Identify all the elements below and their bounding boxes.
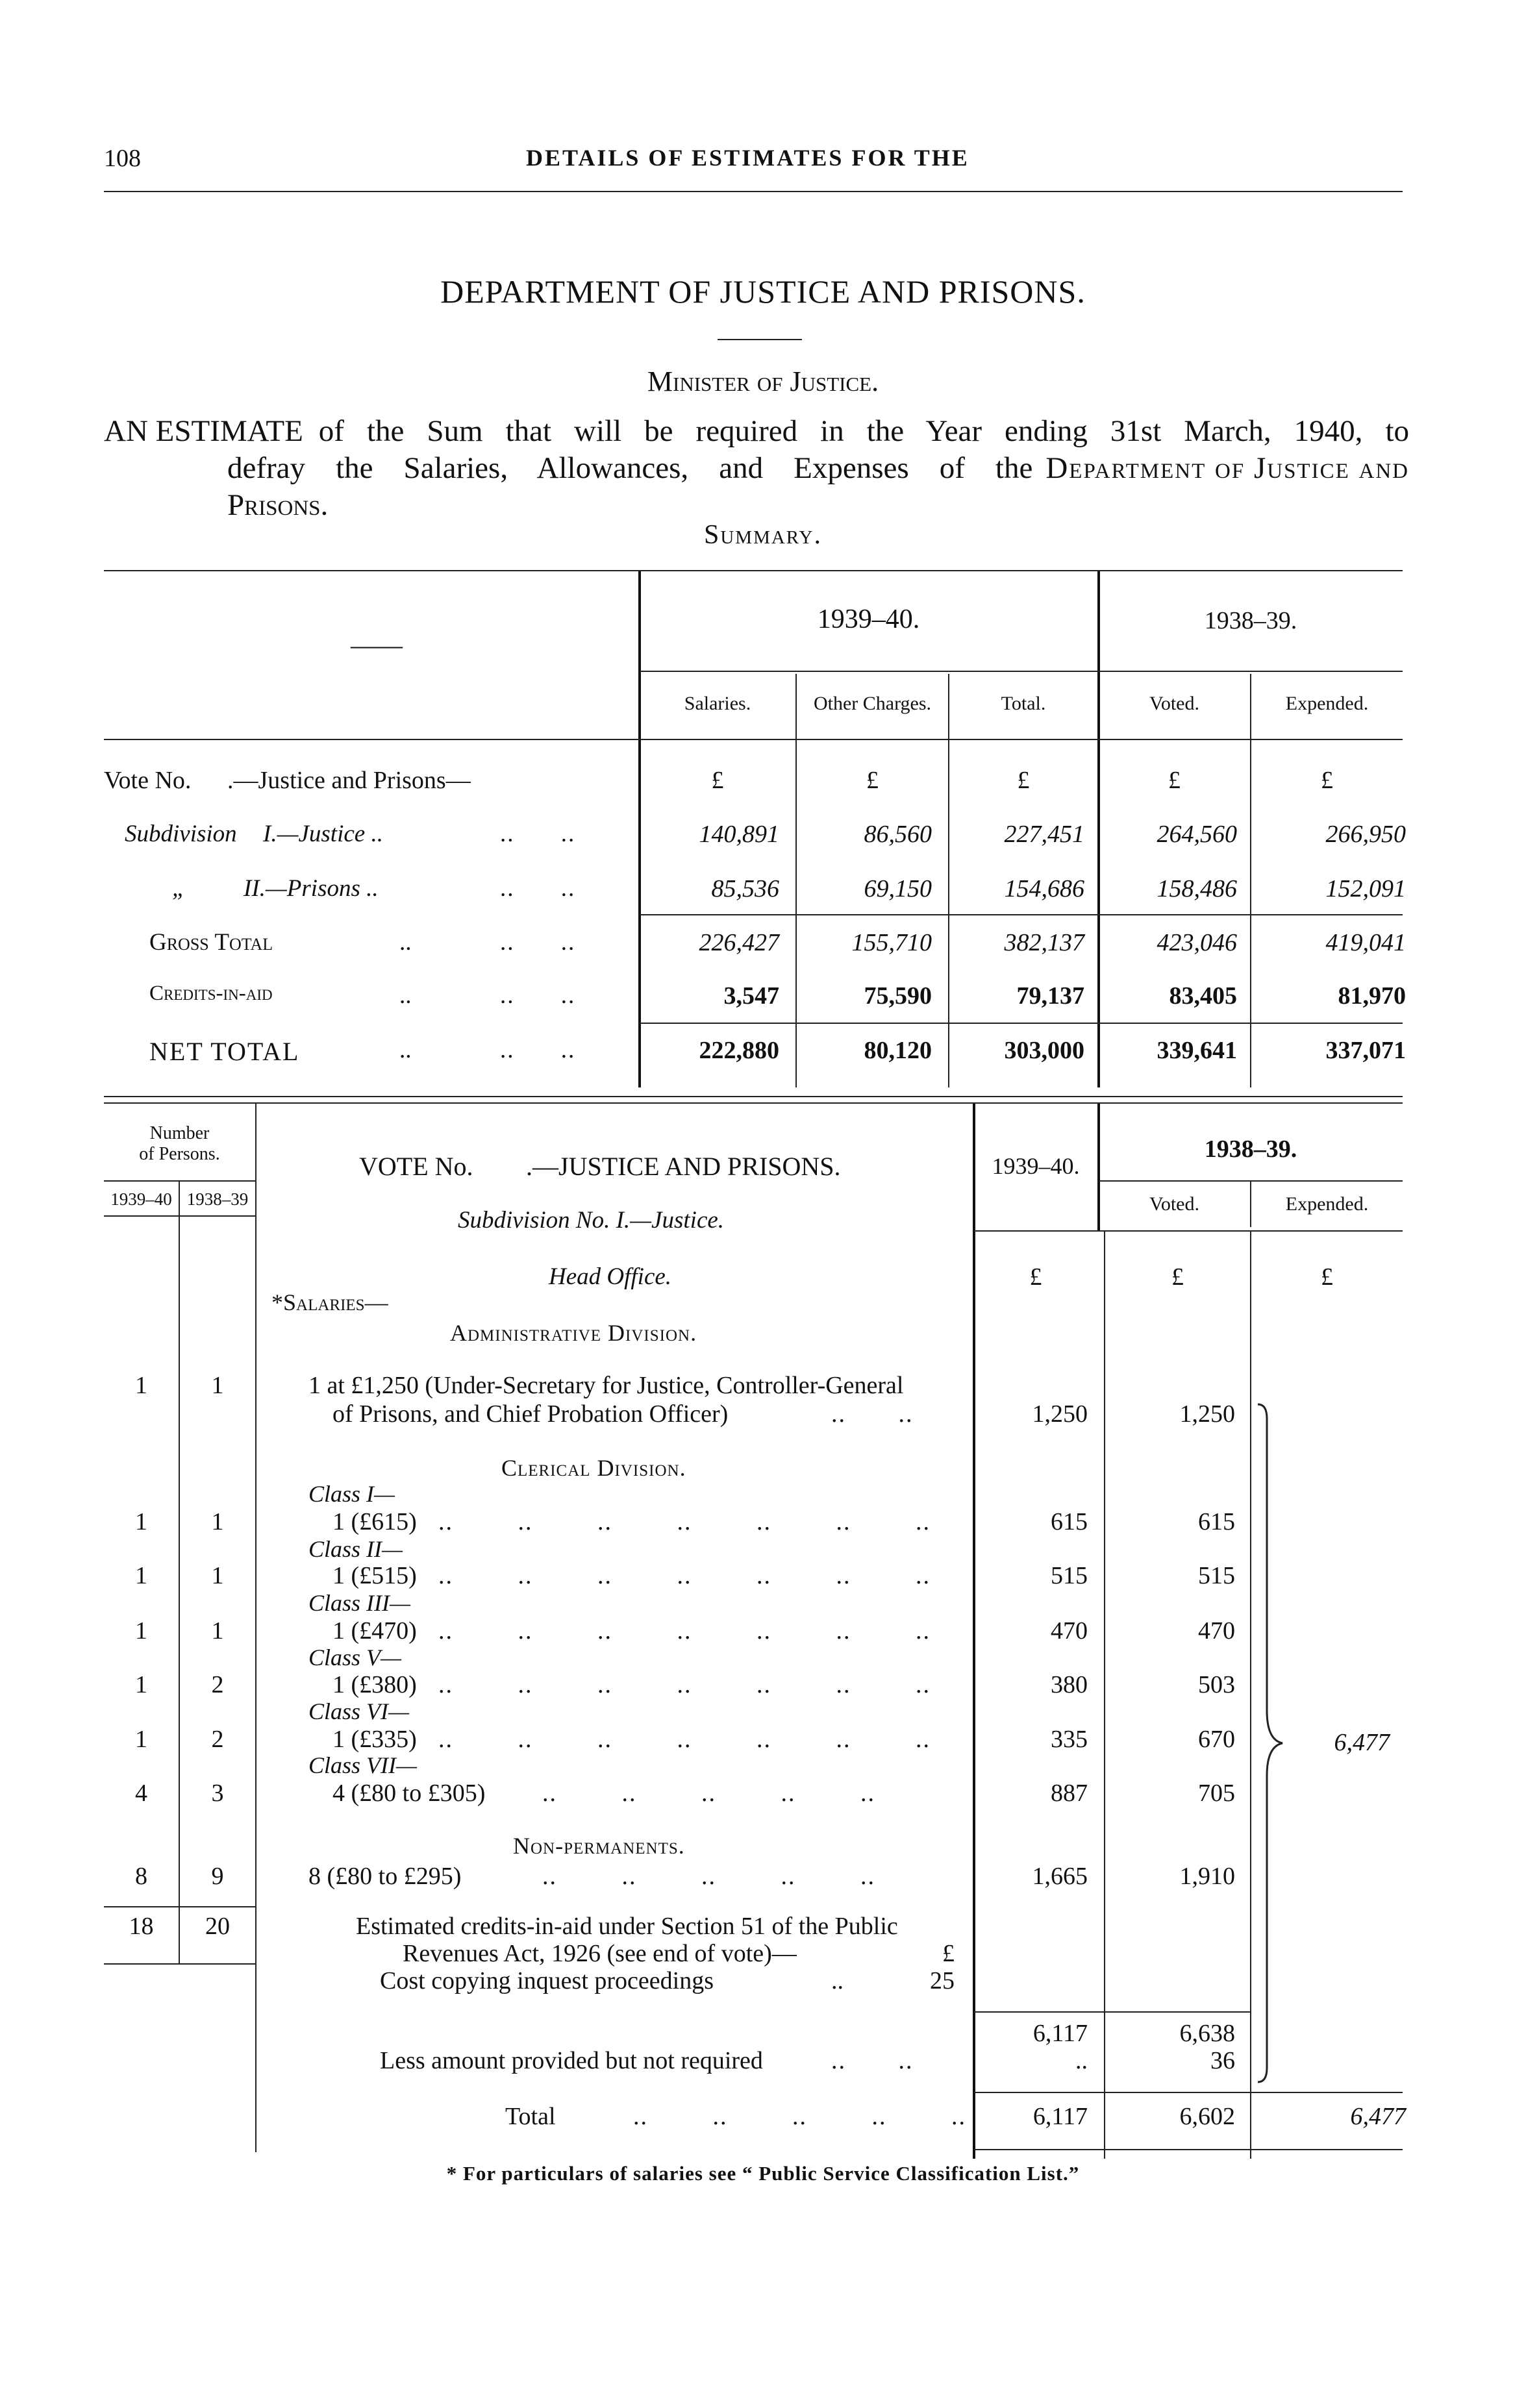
summary-col-other: Other Charges.	[813, 693, 932, 714]
class-voted: 705	[1198, 1780, 1235, 1807]
summary-value: 303,000	[1004, 1037, 1084, 1064]
number-of-persons-heading	[104, 1123, 255, 1165]
persons-1938: 1	[211, 1508, 224, 1535]
brace-path	[1258, 1404, 1282, 2082]
non-perm-voted: 1,910	[1179, 1863, 1235, 1890]
class-label: Class III—	[308, 1590, 411, 1616]
estimate-line2a: defray the Salaries, Allowances, and Expenses of the	[227, 451, 1033, 485]
minister-title: Minister of Justice.	[647, 366, 879, 397]
persons-1938: 1	[211, 1372, 224, 1399]
class-label: Class V—	[308, 1645, 402, 1670]
leader-dots: .. ..	[500, 821, 576, 847]
bracket-expended: 6,477	[1334, 1729, 1390, 1756]
summary-vote-title: .—Justice and Prisons—	[227, 767, 471, 794]
class-item: 1 (£380)	[332, 1671, 417, 1698]
credits-line2: Revenues Act, 1926 (see end of vote)—	[403, 1940, 797, 1967]
leader-dots: .. .. .. .. ..	[542, 1780, 875, 1807]
summary-currency: £	[1017, 767, 1030, 794]
leader-dots: .. .. .. .. .. .. ..	[438, 1726, 931, 1753]
summary-row-label: Gross Total	[149, 929, 273, 956]
admin-current: 1,250	[1032, 1400, 1088, 1428]
estimate-lead: AN ESTIMATE	[104, 414, 303, 448]
persons-1938: 1	[211, 1562, 224, 1589]
col-current-year: 1939–40.	[992, 1153, 1080, 1179]
admin-desc-line1: 1 at £1,250 (Under-Secretary for Justice, Controller-General	[308, 1372, 904, 1399]
summary-row-label: Credits-in-aid	[149, 982, 273, 1005]
persons-1939: 1	[135, 1372, 147, 1399]
col-voted: Voted.	[1149, 1193, 1199, 1215]
summary-col-voted: Voted.	[1149, 693, 1199, 714]
summary-stub-dash: ——	[351, 630, 403, 660]
summary-value: 154,686	[1004, 875, 1084, 902]
summary-row-label: I.—Justice ..	[263, 821, 383, 847]
detail-currency: £	[1171, 1263, 1184, 1291]
class-label: Class II—	[308, 1536, 403, 1562]
summary-currency: £	[1321, 767, 1333, 794]
summary-value: 226,427	[699, 929, 779, 956]
persons-1938: 9	[211, 1863, 224, 1890]
credits-line3: Cost copying inquest proceedings	[380, 1967, 714, 1994]
class-voted: 615	[1198, 1508, 1235, 1535]
class-voted: 515	[1198, 1562, 1235, 1589]
leader-dots: .. .. .. .. .. .. ..	[438, 1671, 931, 1698]
summary-year-current: 1939–40.	[817, 604, 920, 634]
summary-value: 69,150	[864, 875, 932, 902]
persons-1938: 1	[211, 1617, 224, 1645]
class-item: 1 (£615)	[332, 1508, 417, 1535]
summary-value: 264,560	[1157, 821, 1237, 848]
summary-value: 3,547	[723, 982, 779, 1010]
summary-col-total: Total.	[1001, 693, 1046, 714]
leader-dots: .. .. .. .. .. .. ..	[438, 1508, 931, 1535]
persons-1939: 1	[135, 1726, 147, 1753]
summary-row-label: II.—Prisons ..	[244, 875, 379, 902]
total-voted: 6,602	[1179, 2103, 1235, 2130]
persons-total-1939: 18	[129, 1913, 154, 1940]
summary-row-dots: ..	[399, 1037, 412, 1063]
vote-heading-b: .—JUSTICE AND PRISONS.	[526, 1152, 841, 1181]
class-current: 615	[1051, 1508, 1088, 1535]
leader-dots: .. ..	[500, 875, 576, 902]
leader-dots: .. .. .. .. ..	[633, 2103, 966, 2130]
detail-currency: £	[1321, 1263, 1333, 1291]
persons-1939: 1	[135, 1617, 147, 1645]
credits-line1: Estimated credits-in-aid under Section 51 of the Public	[356, 1913, 898, 1940]
head-office-heading: Head Office.	[549, 1263, 672, 1290]
summary-value: 337,071	[1325, 1037, 1406, 1064]
persons-1939: 8	[135, 1863, 147, 1890]
subdivision-title: Subdivision No. I.—Justice.	[458, 1207, 725, 1234]
class-item: 1 (£515)	[332, 1562, 417, 1589]
leader-dots: .. ..	[500, 929, 576, 956]
class-current: 887	[1051, 1780, 1088, 1807]
title-rule	[718, 339, 802, 340]
class-label: Class I—	[308, 1481, 395, 1507]
summary-value: 339,641	[1157, 1037, 1237, 1064]
admin-division-heading: Administrative Division.	[450, 1320, 697, 1346]
estimate-line3: Prisons.	[227, 488, 329, 522]
leader-dots: .. ..	[831, 1400, 914, 1428]
summary-row-label: NET TOTAL	[149, 1037, 300, 1066]
leader-dots: .. .. .. .. .. .. ..	[438, 1617, 931, 1645]
clerical-division-heading: Clerical Division.	[501, 1455, 686, 1481]
estimate-paragraph	[104, 413, 1409, 524]
summary-value: 86,560	[864, 821, 932, 848]
class-current: 515	[1051, 1562, 1088, 1589]
persons-1939: 1	[135, 1671, 147, 1698]
subtotal-voted: 6,638	[1179, 2020, 1235, 2047]
summary-value: 419,041	[1325, 929, 1406, 956]
summary-row-dots: ..	[399, 929, 412, 956]
number-heading-line1: Number	[149, 1123, 210, 1143]
number-heading-line2: of Persons.	[139, 1144, 220, 1164]
summary-row-dots: ..	[399, 982, 412, 1009]
persons-1938: 2	[211, 1671, 224, 1698]
class-voted: 670	[1198, 1726, 1235, 1753]
leader-dots: .. ..	[500, 1037, 576, 1063]
non-perm-item: 8 (£80 to £295)	[308, 1863, 462, 1890]
class-current: 335	[1051, 1726, 1088, 1753]
class-item: 1 (£470)	[332, 1617, 417, 1645]
summary-value: 85,536	[711, 875, 779, 902]
class-voted: 470	[1198, 1617, 1235, 1645]
summary-value: 155,710	[851, 929, 932, 956]
total-label: Total	[505, 2103, 556, 2130]
brace	[1257, 1399, 1295, 2087]
persons-1938: 3	[211, 1780, 224, 1807]
page-number: 108	[104, 145, 141, 172]
summary-value: 80,120	[864, 1037, 932, 1064]
summary-vote-label: Vote No.	[104, 767, 192, 794]
class-label: Class VII—	[308, 1752, 418, 1778]
class-item: 4 (£80 to £305)	[332, 1780, 486, 1807]
detail-currency: £	[1029, 1263, 1042, 1291]
department-title: DEPARTMENT OF JUSTICE AND PRISONS.	[440, 273, 1086, 310]
summary-col-expended: Expended.	[1285, 693, 1369, 714]
class-voted: 503	[1198, 1671, 1235, 1698]
persons-year-b: 1938–39	[186, 1189, 249, 1209]
summary-col-salaries: Salaries.	[684, 693, 751, 714]
admin-voted: 1,250	[1179, 1400, 1235, 1428]
persons-1939: 1	[135, 1562, 147, 1589]
summary-year-previous: 1938–39.	[1204, 607, 1297, 634]
class-current: 470	[1051, 1617, 1088, 1645]
non-perm-current: 1,665	[1032, 1863, 1088, 1890]
leader-dots: .. ..	[831, 2047, 914, 2074]
summary-currency: £	[866, 767, 879, 794]
summary-row-label: Subdivision	[125, 821, 237, 847]
non-permanents-heading: Non-permanents.	[513, 1833, 685, 1859]
persons-1939: 1	[135, 1508, 147, 1535]
summary-value: 81,970	[1338, 982, 1406, 1010]
summary-value: 158,486	[1157, 875, 1237, 902]
persons-year-a: 1939–40	[110, 1189, 172, 1209]
class-current: 380	[1051, 1671, 1088, 1698]
class-item: 1 (£335)	[332, 1726, 417, 1753]
less-voted: 36	[1210, 2047, 1235, 2074]
summary-title: Summary.	[703, 520, 822, 550]
summary-value: 75,590	[864, 982, 932, 1010]
running-title: DETAILS OF ESTIMATES FOR THE	[526, 145, 969, 171]
persons-1939: 4	[135, 1780, 147, 1807]
leader-dots: .. .. .. .. .. .. ..	[438, 1562, 931, 1589]
summary-value: 140,891	[699, 821, 779, 848]
summary-value: 83,405	[1169, 982, 1237, 1010]
persons-total-1938: 20	[205, 1913, 230, 1940]
summary-value: 227,451	[1004, 821, 1084, 848]
less-current: ..	[1075, 2047, 1088, 2074]
estimate-line1: of the Sum that will be required in the Year ending 31st March, 1940, to	[318, 414, 1409, 448]
credits-currency: £	[942, 1940, 955, 1967]
subtotal-current: 6,117	[1032, 2020, 1088, 2047]
summary-currency: £	[1168, 767, 1181, 794]
vote-heading-a: VOTE No.	[359, 1152, 473, 1181]
col-previous-year: 1938–39.	[1204, 1136, 1297, 1163]
admin-desc-line2: of Prisons, and Chief Probation Officer)	[332, 1400, 729, 1428]
summary-value: 423,046	[1157, 929, 1237, 956]
estimate-line2b: Department of Justice and	[1045, 451, 1409, 485]
summary-value: 79,137	[1016, 982, 1084, 1010]
salaries-heading: *Salaries—	[271, 1289, 388, 1315]
summary-value: 222,880	[699, 1037, 779, 1064]
leader-dots: ..	[831, 1967, 844, 1994]
total-expended: 6,477	[1350, 2103, 1406, 2130]
less-label: Less amount provided but not required	[380, 2047, 763, 2074]
class-label: Class VI—	[308, 1698, 410, 1724]
summary-currency: £	[711, 767, 724, 794]
summary-value: 382,137	[1004, 929, 1084, 956]
summary-row-label: „	[172, 875, 186, 902]
header-rule	[104, 191, 1403, 192]
footnote: * For particulars of salaries see “ Public Service Classification List.”	[446, 2162, 1080, 2185]
leader-dots: .. .. .. .. ..	[542, 1863, 875, 1890]
persons-1938: 2	[211, 1726, 224, 1753]
col-expended: Expended.	[1285, 1193, 1369, 1215]
summary-value: 266,950	[1325, 821, 1406, 848]
credits-amount: 25	[930, 1967, 955, 1994]
summary-value: 152,091	[1325, 875, 1406, 902]
leader-dots: .. ..	[500, 982, 576, 1009]
total-current: 6,117	[1032, 2103, 1088, 2130]
